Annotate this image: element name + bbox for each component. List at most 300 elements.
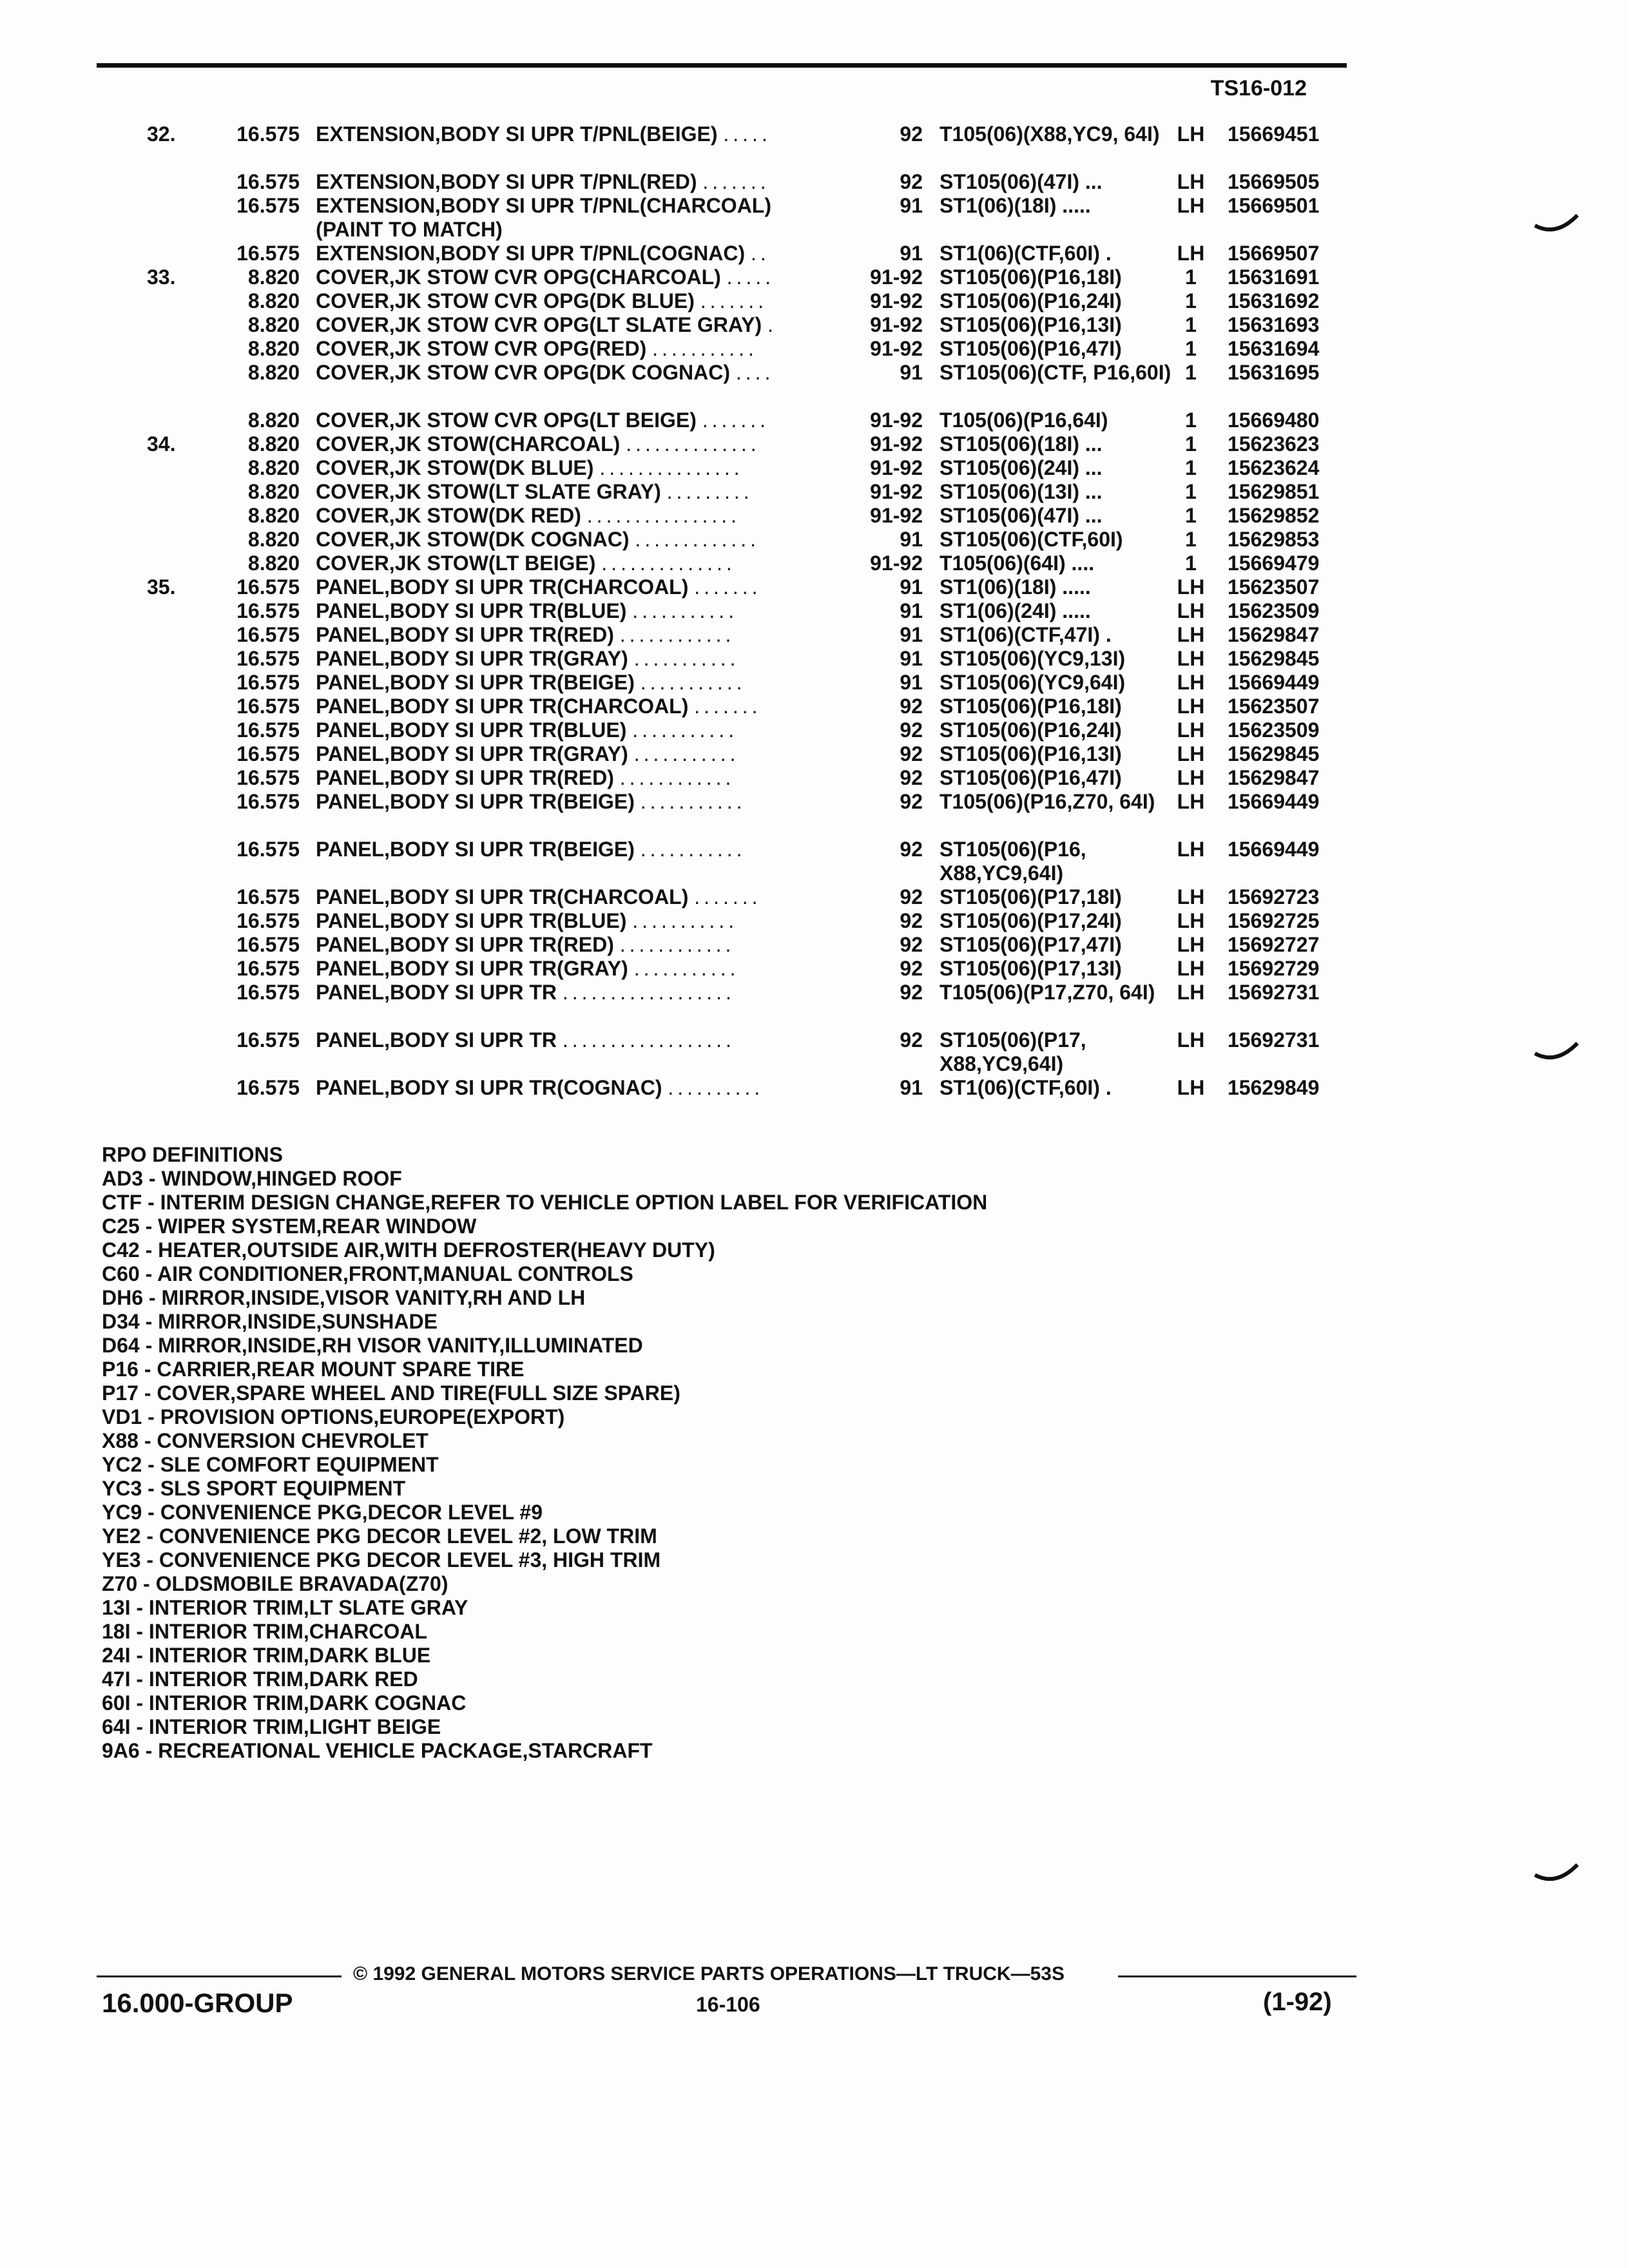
- model-year: 91: [900, 599, 923, 622]
- part-row: [0, 480, 1629, 504]
- illustration-number: 16.575: [236, 695, 300, 718]
- part-description: [316, 957, 851, 981]
- part-name: PANEL: [316, 1076, 385, 1099]
- usage-code: ST1(06)(CTF,47I) .: [940, 623, 1112, 646]
- usage-code: T105(06)(P16,Z70, 64I): [940, 790, 1155, 813]
- leader-dots: ...........: [640, 790, 746, 813]
- part-desc-text: ,JK STOW(DK RED): [389, 504, 581, 527]
- usage-code: ST105(06)(P17,18I): [940, 885, 1122, 908]
- usage-code: T105(06)(P17,Z70, 64I): [940, 981, 1155, 1004]
- quantity: LH: [1177, 957, 1205, 980]
- part-description: [316, 790, 851, 814]
- usage-code: ST1(06)(18I) .....: [940, 194, 1091, 217]
- model-year: 91-92: [870, 289, 923, 312]
- rpo-line: YE2 - CONVENIENCE PKG DECOR LEVEL #2, LOW TRIM: [102, 1524, 657, 1548]
- part-row: [0, 671, 1629, 695]
- part-number: 15631694: [1228, 337, 1320, 360]
- rpo-line: AD3 - WINDOW,HINGED ROOF: [102, 1167, 402, 1190]
- illustration-number: 16.575: [236, 790, 300, 813]
- model-year: 91-92: [870, 337, 923, 360]
- part-number: 15669507: [1228, 242, 1320, 265]
- binder-mark-icon: [1534, 1041, 1579, 1066]
- illustration-number: 16.575: [236, 170, 300, 193]
- rpo-line: 64I - INTERIOR TRIM,LIGHT BEIGE: [102, 1715, 441, 1738]
- illustration-number: 8.820: [247, 552, 300, 575]
- model-year: 92: [900, 742, 923, 765]
- model-year: 91-92: [870, 432, 923, 456]
- part-name: PANEL: [316, 766, 385, 789]
- part-name: COVER: [316, 504, 389, 527]
- illustration-number: 16.575: [236, 981, 300, 1004]
- part-name: PANEL: [316, 957, 385, 980]
- usage-code: ST105(06)(47I) ...: [940, 170, 1103, 193]
- part-row: [0, 623, 1629, 647]
- part-name: COVER: [316, 432, 389, 456]
- part-name: PANEL: [316, 838, 385, 861]
- model-year: 91: [900, 647, 923, 670]
- part-name: PANEL: [316, 575, 385, 599]
- part-desc-text: ,JK STOW(DK BLUE): [389, 456, 594, 479]
- part-description: [316, 1076, 851, 1100]
- part-description: [316, 289, 851, 313]
- illustration-number: 8.820: [247, 337, 300, 360]
- model-year: 91: [900, 1076, 923, 1099]
- part-number: 15631692: [1228, 289, 1320, 312]
- rpo-line: YC9 - CONVENIENCE PKG,DECOR LEVEL #9: [102, 1501, 543, 1524]
- part-number: 15631695: [1228, 361, 1320, 384]
- part-name: EXTENSION: [316, 242, 435, 265]
- illustration-number: 16.575: [236, 718, 300, 742]
- part-desc-text: ,BODY SI UPR TR(RED): [384, 623, 614, 646]
- leader-dots: ...........: [652, 337, 758, 360]
- part-desc-text: ,BODY SI UPR TR(GRAY): [384, 957, 628, 980]
- leader-dots: ................: [586, 504, 741, 527]
- part-description: [316, 885, 851, 909]
- model-year: 92: [900, 695, 923, 718]
- model-year: 91-92: [870, 456, 923, 479]
- part-number: 15623507: [1228, 695, 1320, 718]
- part-number: 15629852: [1228, 504, 1320, 527]
- part-description: [316, 361, 851, 385]
- usage-code: ST105(06)(P16,47I): [940, 766, 1122, 789]
- leader-dots: .............: [635, 528, 760, 551]
- illustration-number: 16.575: [236, 742, 300, 765]
- quantity: LH: [1177, 885, 1205, 908]
- quantity: LH: [1177, 933, 1205, 956]
- part-number: 15623624: [1228, 456, 1320, 479]
- part-row: [0, 1028, 1629, 1076]
- leader-dots: ...........: [640, 671, 746, 694]
- rpo-line: YC3 - SLS SPORT EQUIPMENT: [102, 1477, 406, 1500]
- usage-code: T105(06)(P16,64I): [940, 408, 1108, 432]
- part-desc-text: ,BODY SI UPR TR(BEIGE): [384, 671, 635, 694]
- part-number: 15692723: [1228, 885, 1320, 908]
- part-desc-text: ,BODY SI UPR TR(BLUE): [384, 909, 627, 932]
- footer-date: (1-92): [1263, 1988, 1332, 2016]
- rpo-line: D64 - MIRROR,INSIDE,RH VISOR VANITY,ILLUMINATED: [102, 1334, 643, 1357]
- part-desc-text: ,BODY SI UPR TR(CHARCOAL): [384, 695, 689, 718]
- illustration-number: 8.820: [247, 408, 300, 432]
- leader-dots: ..............: [626, 432, 760, 456]
- part-number: 15623623: [1228, 432, 1320, 456]
- quantity: LH: [1177, 909, 1205, 932]
- illustration-number: 8.820: [247, 265, 300, 289]
- leader-dots: .......: [694, 575, 762, 599]
- part-description: [316, 480, 851, 504]
- usage-code: ST1(06)(CTF,60I) .: [940, 242, 1112, 265]
- illustration-number: 16.575: [236, 1028, 300, 1052]
- usage-code: ST105(06)(13I) ...: [940, 480, 1103, 503]
- part-desc-text: ,BODY SI UPR TR: [384, 981, 557, 1004]
- leader-dots: .......: [702, 170, 770, 193]
- quantity: LH: [1177, 170, 1205, 193]
- part-desc-text: ,BODY SI UPR TR(BLUE): [384, 718, 627, 742]
- quantity: 1: [1185, 504, 1197, 527]
- usage-code: ST1(06)(24I) .....: [940, 599, 1091, 622]
- footer-rule-left: [97, 1975, 342, 1977]
- part-name: COVER: [316, 480, 389, 503]
- usage-code: ST105(06)(P16,18I): [940, 265, 1122, 289]
- usage-code: ST105(06)(P16,24I): [940, 289, 1122, 312]
- model-year: 92: [900, 981, 923, 1004]
- model-year: 91: [900, 528, 923, 551]
- model-year: 92: [900, 170, 923, 193]
- rpo-line: C60 - AIR CONDITIONER,FRONT,MANUAL CONTROLS: [102, 1262, 633, 1285]
- illustration-number: 8.820: [247, 504, 300, 527]
- part-description: [316, 242, 851, 265]
- quantity: LH: [1177, 838, 1205, 861]
- quantity: LH: [1177, 1028, 1205, 1052]
- usage-code: ST105(06)(P17, X88,YC9,64I): [940, 1028, 1086, 1075]
- illustration-number: 8.820: [247, 456, 300, 479]
- leader-dots: .........: [666, 480, 753, 503]
- part-description: [316, 933, 851, 957]
- part-name: COVER: [316, 361, 389, 384]
- part-name: PANEL: [316, 909, 385, 932]
- quantity: LH: [1177, 575, 1205, 599]
- part-desc-text: ,BODY SI UPR T/PNL(RED): [434, 170, 697, 193]
- usage-code: ST105(06)(P17,24I): [940, 909, 1122, 932]
- illustration-number: 16.575: [236, 933, 300, 956]
- rpo-line: P17 - COVER,SPARE WHEEL AND TIRE(FULL SIZE SPARE): [102, 1381, 680, 1405]
- part-description: [316, 981, 851, 1004]
- part-desc-text: ,BODY SI UPR TR(COGNAC): [384, 1076, 662, 1099]
- part-number: 15669449: [1228, 790, 1320, 813]
- illustration-number: 16.575: [236, 766, 300, 789]
- part-desc-text: ,JK STOW CVR OPG(LT SLATE GRAY): [389, 313, 762, 336]
- leader-dots: .......: [694, 885, 762, 908]
- binder-mark-icon: [1534, 1862, 1579, 1888]
- part-desc-text: ,JK STOW CVR OPG(CHARCOAL): [389, 265, 721, 289]
- usage-code: ST1(06)(CTF,60I) .: [940, 1076, 1112, 1099]
- rpo-line: YC2 - SLE COMFORT EQUIPMENT: [102, 1453, 439, 1476]
- rpo-line: 18I - INTERIOR TRIM,CHARCOAL: [102, 1620, 427, 1643]
- part-desc-text: ,BODY SI UPR TR(RED): [384, 766, 614, 789]
- part-desc-text: ,JK STOW CVR OPG(DK BLUE): [389, 289, 695, 312]
- part-description: [316, 695, 851, 718]
- part-description: [316, 432, 851, 456]
- part-row: [0, 695, 1629, 718]
- model-year: 92: [900, 718, 923, 742]
- part-row: [0, 790, 1629, 838]
- quantity: 1: [1185, 480, 1197, 503]
- binder-mark-icon: [1534, 213, 1579, 238]
- quantity: LH: [1177, 981, 1205, 1004]
- part-desc-text: ,JK STOW CVR OPG(LT BEIGE): [389, 408, 697, 432]
- model-year: 92: [900, 885, 923, 908]
- part-name: PANEL: [316, 695, 385, 718]
- quantity: LH: [1177, 599, 1205, 622]
- part-row: [0, 289, 1629, 313]
- part-description: [316, 337, 851, 361]
- rpo-line: C42 - HEATER,OUTSIDE AIR,WITH DEFROSTER(HEAVY DUTY): [102, 1238, 715, 1262]
- part-number: 15669505: [1228, 170, 1320, 193]
- part-desc-text: ,BODY SI UPR TR(CHARCOAL): [384, 885, 689, 908]
- leader-dots: ............: [619, 766, 735, 789]
- usage-code: T105(06)(64I) ....: [940, 552, 1095, 575]
- part-row: [0, 265, 1629, 289]
- part-name: EXTENSION: [316, 122, 435, 146]
- part-description: [316, 838, 851, 861]
- part-number: 15631691: [1228, 265, 1320, 289]
- part-number: 15669501: [1228, 194, 1320, 217]
- part-number: 15631693: [1228, 313, 1320, 336]
- leader-dots: ...........: [632, 718, 738, 742]
- rpo-line: 13I - INTERIOR TRIM,LT SLATE GRAY: [102, 1596, 468, 1619]
- illustration-number: 16.575: [236, 957, 300, 980]
- footer-group: 16.000-GROUP: [102, 1988, 293, 2018]
- part-row: [0, 170, 1629, 194]
- rpo-line: P16 - CARRIER,REAR MOUNT SPARE TIRE: [102, 1358, 525, 1381]
- part-number: 15629847: [1228, 766, 1320, 789]
- model-year: 91: [900, 671, 923, 694]
- illustration-number: 16.575: [236, 242, 300, 265]
- part-description: [316, 647, 851, 671]
- model-year: 92: [900, 122, 923, 146]
- parts-list: [0, 122, 1629, 1100]
- part-row: [0, 981, 1629, 1028]
- leader-dots: ..........: [668, 1076, 764, 1099]
- part-desc-text: ,BODY SI UPR TR: [384, 1028, 557, 1052]
- part-number: 15623509: [1228, 599, 1320, 622]
- model-year: 91: [900, 194, 923, 217]
- part-row: [0, 766, 1629, 790]
- part-desc-text: ,BODY SI UPR TR(BEIGE): [384, 790, 635, 813]
- part-row: [0, 552, 1629, 575]
- part-description: [316, 599, 851, 623]
- leader-dots: ..............: [601, 552, 736, 575]
- illustration-number: 16.575: [236, 599, 300, 622]
- part-description: [316, 718, 851, 742]
- part-row: [0, 456, 1629, 480]
- leader-dots: ...........: [633, 742, 740, 765]
- item-number: 33.: [147, 265, 176, 289]
- model-year: 92: [900, 838, 923, 861]
- part-description: [316, 504, 851, 528]
- usage-code: ST105(06)(P16,13I): [940, 742, 1122, 765]
- part-number: 15623509: [1228, 718, 1320, 742]
- part-name: COVER: [316, 528, 389, 551]
- item-number: 34.: [147, 432, 176, 456]
- illustration-number: 8.820: [247, 313, 300, 336]
- quantity: LH: [1177, 790, 1205, 813]
- rpo-line: 24I - INTERIOR TRIM,DARK BLUE: [102, 1644, 431, 1667]
- leader-dots: ....: [735, 361, 775, 384]
- quantity: 1: [1185, 313, 1197, 336]
- part-desc-text: ,BODY SI UPR TR(BLUE): [384, 599, 627, 622]
- part-desc-text: ,JK STOW(CHARCOAL): [389, 432, 621, 456]
- rpo-line: CTF - INTERIM DESIGN CHANGE,REFER TO VEHICLE OPTION LABEL FOR VERIFICATION: [102, 1191, 988, 1214]
- leader-dots: .......: [702, 408, 769, 432]
- part-row: [0, 599, 1629, 623]
- leader-dots: ...........: [633, 957, 740, 980]
- model-year: 91: [900, 242, 923, 265]
- part-name: PANEL: [316, 1028, 385, 1052]
- model-year: 91: [900, 623, 923, 646]
- part-description: [316, 170, 851, 194]
- part-description: [316, 575, 851, 599]
- part-row: [0, 647, 1629, 671]
- part-number: 15692727: [1228, 933, 1320, 956]
- quantity: 1: [1185, 265, 1197, 289]
- quantity: 1: [1185, 289, 1197, 312]
- part-description: [316, 528, 851, 552]
- model-year: 92: [900, 933, 923, 956]
- part-row: [0, 242, 1629, 265]
- rpo-line: 9A6 - RECREATIONAL VEHICLE PACKAGE,STARCRAFT: [102, 1739, 653, 1762]
- part-row: [0, 122, 1629, 170]
- illustration-number: 16.575: [236, 1076, 300, 1099]
- part-desc-text: ,BODY SI UPR TR(GRAY): [384, 742, 628, 765]
- part-row: [0, 313, 1629, 337]
- part-name: PANEL: [316, 671, 385, 694]
- part-desc-text: ,JK STOW CVR OPG(RED): [389, 337, 647, 360]
- part-row: [0, 408, 1629, 432]
- part-desc-text: ,JK STOW(DK COGNAC): [389, 528, 630, 551]
- usage-code: ST105(06)(YC9,13I): [940, 647, 1126, 670]
- illustration-number: 16.575: [236, 122, 300, 146]
- part-name: PANEL: [316, 885, 385, 908]
- part-row: [0, 575, 1629, 599]
- illustration-number: 8.820: [247, 528, 300, 551]
- quantity: 1: [1185, 337, 1197, 360]
- illustration-number: 16.575: [236, 647, 300, 670]
- part-description: [316, 623, 851, 647]
- part-name: COVER: [316, 313, 389, 336]
- model-year: 92: [900, 766, 923, 789]
- illustration-number: 8.820: [247, 289, 300, 312]
- illustration-number: 16.575: [236, 671, 300, 694]
- illustration-number: 8.820: [247, 432, 300, 456]
- quantity: LH: [1177, 623, 1205, 646]
- usage-code: ST105(06)(P16, X88,YC9,64I): [940, 838, 1086, 885]
- part-name: EXTENSION: [316, 194, 435, 217]
- rpo-definitions: [102, 1143, 987, 1763]
- part-desc-text: ,JK STOW(LT BEIGE): [389, 552, 596, 575]
- part-number: 15692731: [1228, 981, 1320, 1004]
- quantity: LH: [1177, 695, 1205, 718]
- quantity: LH: [1177, 122, 1205, 146]
- usage-code: T105(06)(X88,YC9, 64I): [940, 122, 1160, 146]
- leader-dots: ..................: [562, 1028, 735, 1052]
- part-name: PANEL: [316, 981, 385, 1004]
- leader-dots: ...........: [632, 909, 738, 932]
- model-year: 91: [900, 575, 923, 599]
- model-year: 91-92: [870, 552, 923, 575]
- rpo-line: X88 - CONVERSION CHEVROLET: [102, 1429, 429, 1452]
- part-desc-text: ,BODY SI UPR TR(GRAY): [384, 647, 628, 670]
- leader-dots: ...........: [632, 599, 738, 622]
- part-row: [0, 933, 1629, 957]
- leader-dots: ..: [751, 242, 770, 265]
- part-row: [0, 432, 1629, 456]
- leader-dots: ............: [619, 933, 735, 956]
- usage-code: ST105(06)(P16,13I): [940, 313, 1122, 336]
- part-name: COVER: [316, 265, 389, 289]
- part-name: COVER: [316, 552, 389, 575]
- part-name: PANEL: [316, 599, 385, 622]
- part-number: 15629845: [1228, 647, 1320, 670]
- usage-code: ST105(06)(P16,18I): [940, 695, 1122, 718]
- rpo-line: YE3 - CONVENIENCE PKG DECOR LEVEL #3, HIGH TRIM: [102, 1548, 661, 1571]
- part-description: [316, 408, 851, 432]
- part-row: [0, 194, 1629, 242]
- model-year: 91: [900, 361, 923, 384]
- usage-code: ST105(06)(P16,24I): [940, 718, 1122, 742]
- leader-dots: .......: [700, 289, 768, 312]
- leader-dots: ...........: [633, 647, 740, 670]
- part-row: [0, 504, 1629, 528]
- part-name: PANEL: [316, 790, 385, 813]
- part-number: 15629849: [1228, 1076, 1320, 1099]
- usage-code: ST105(06)(P17,13I): [940, 957, 1122, 980]
- part-number: 15669449: [1228, 671, 1320, 694]
- rpo-lines: [102, 1167, 987, 1763]
- page-id: TS16-012: [1210, 76, 1307, 101]
- quantity: LH: [1177, 766, 1205, 789]
- footer-rule-right: [1118, 1975, 1356, 1977]
- part-description: [316, 766, 851, 790]
- part-description: [316, 265, 851, 289]
- part-number: 15629845: [1228, 742, 1320, 765]
- part-description: [316, 909, 851, 933]
- quantity: 1: [1185, 528, 1197, 551]
- leader-dots: ...............: [599, 456, 744, 479]
- part-desc-text: ,BODY SI UPR T/PNL(BEIGE): [434, 122, 718, 146]
- part-name: COVER: [316, 408, 389, 432]
- part-name: PANEL: [316, 933, 385, 956]
- part-name: COVER: [316, 289, 389, 312]
- leader-dots: ..................: [562, 981, 735, 1004]
- part-row: [0, 1076, 1629, 1100]
- rpo-line: D34 - MIRROR,INSIDE,SUNSHADE: [102, 1310, 438, 1333]
- illustration-number: 16.575: [236, 623, 300, 646]
- usage-code: ST105(06)(P17,47I): [940, 933, 1122, 956]
- rpo-line: C25 - WIPER SYSTEM,REAR WINDOW: [102, 1215, 477, 1238]
- quantity: 1: [1185, 432, 1197, 456]
- part-desc-continuation: (PAINT TO MATCH): [316, 218, 503, 241]
- leader-dots: .....: [723, 122, 771, 146]
- illustration-number: 16.575: [236, 885, 300, 908]
- part-description: [316, 122, 851, 146]
- part-name: PANEL: [316, 647, 385, 670]
- quantity: 1: [1185, 456, 1197, 479]
- part-number: 15629847: [1228, 623, 1320, 646]
- part-number: 15623507: [1228, 575, 1320, 599]
- part-row: [0, 838, 1629, 885]
- illustration-number: 8.820: [247, 361, 300, 384]
- part-desc-text: ,BODY SI UPR TR(RED): [384, 933, 614, 956]
